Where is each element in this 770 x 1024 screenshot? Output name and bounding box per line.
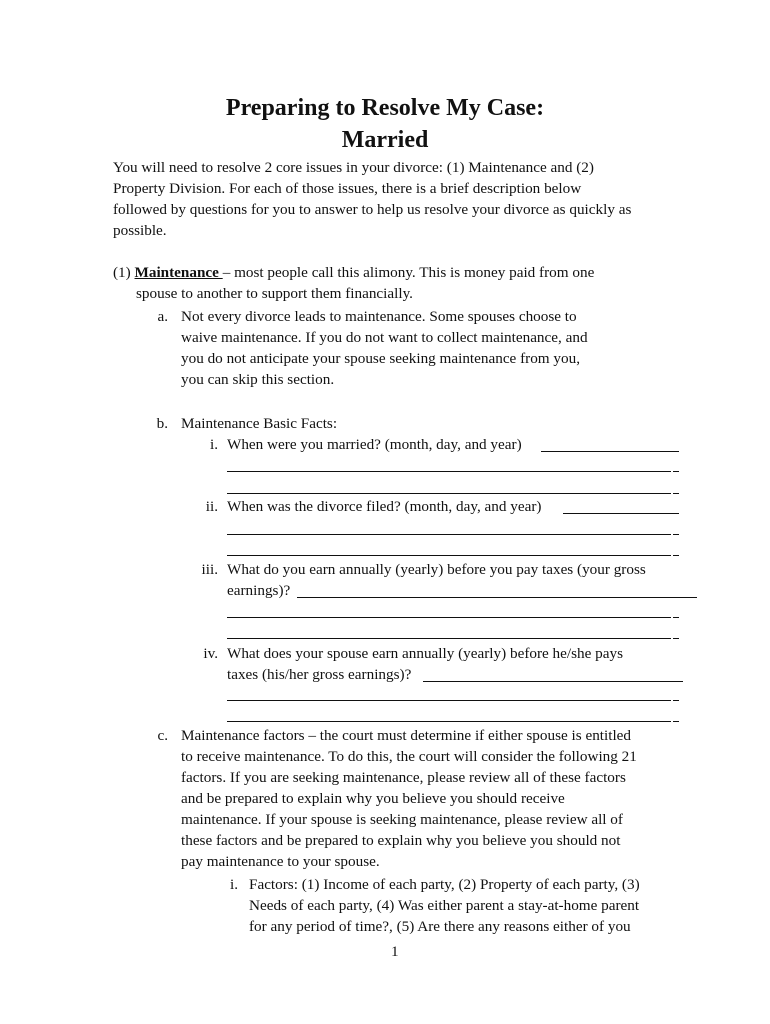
answer-line — [673, 471, 679, 472]
question-marker: ii. — [205, 498, 218, 515]
answer-line[interactable] — [297, 597, 697, 598]
subitem-marker: i. — [229, 876, 238, 893]
item-c-line: and be prepared to explain why you believe you should receive — [181, 790, 565, 807]
section-title: Maintenance — [134, 264, 223, 281]
intro-line: Property Division. For each of those issues, there is a brief description below — [113, 180, 582, 197]
section-desc-line: spouse to another to support them financially. — [136, 285, 413, 302]
item-a-line: you can skip this section. — [181, 371, 335, 388]
item-b-label: Maintenance Basic Facts: — [181, 415, 338, 432]
answer-line[interactable] — [541, 451, 679, 452]
answer-line[interactable] — [227, 493, 671, 494]
answer-line — [673, 638, 679, 639]
item-c-line: maintenance. If your spouse is seeking maintenance, please review all of — [181, 811, 623, 828]
question-text: taxes (his/her gross earnings)? — [227, 666, 412, 683]
item-a-line: Not every divorce leads to maintenance. Some spouses choose to — [181, 308, 577, 325]
page-number: 1 — [391, 943, 399, 960]
section-number: (1) — [113, 264, 131, 281]
question-text: When was the divorce filed? (month, day, and year) — [227, 498, 542, 515]
item-a-line: waive maintenance. If you do not want to collect maintenance, and — [181, 329, 588, 346]
section-desc: – most people call this alimony. This is money paid from one — [222, 264, 595, 281]
question-marker: iv. — [203, 645, 218, 662]
item-marker: c. — [157, 727, 168, 744]
question-text: When were you married? (month, day, and year) — [227, 436, 522, 453]
answer-line[interactable] — [227, 700, 671, 701]
intro-line: followed by questions for you to answer to help us resolve your divorce as quickly as — [113, 201, 632, 218]
item-c-line: these factors and be prepared to explain why you believe you should not — [181, 832, 621, 849]
item-a-line: you do not anticipate your spouse seeking maintenance from you, — [181, 350, 580, 367]
section-heading — [113, 262, 594, 283]
answer-line[interactable] — [227, 617, 671, 618]
subitem-line: for any period of time?, (5) Are there any reasons either of you — [249, 918, 631, 935]
page-subtitle: Married — [341, 127, 429, 153]
item-c-line: to receive maintenance. To do this, the court will consider the following 21 — [181, 748, 637, 765]
item-marker: a. — [157, 308, 168, 325]
answer-line[interactable] — [227, 534, 671, 535]
answer-line[interactable] — [563, 513, 679, 514]
question-text: What does your spouse earn annually (yearly) before he/she pays — [227, 645, 623, 662]
intro-line: possible. — [113, 222, 167, 239]
item-c-line: pay maintenance to your spouse. — [181, 853, 380, 870]
answer-line[interactable] — [423, 681, 683, 682]
answer-line — [673, 721, 679, 722]
answer-line — [673, 555, 679, 556]
subitem-line: Factors: (1) Income of each party, (2) Property of each party, (3) — [249, 876, 640, 893]
answer-line — [673, 700, 679, 701]
question-marker: i. — [209, 436, 218, 453]
answer-line — [673, 534, 679, 535]
answer-line — [673, 493, 679, 494]
question-marker: iii. — [201, 561, 218, 578]
intro-line: You will need to resolve 2 core issues in your divorce: (1) Maintenance and (2) — [113, 159, 594, 176]
subitem-line: Needs of each party, (4) Was either parent a stay-at-home parent — [249, 897, 640, 914]
question-text: earnings)? — [227, 582, 291, 599]
answer-line[interactable] — [227, 555, 671, 556]
item-c-line: factors. If you are seeking maintenance, please review all of these factors — [181, 769, 626, 786]
item-marker: b. — [156, 415, 168, 432]
question-text: What do you earn annually (yearly) before you pay taxes (your gross — [227, 561, 646, 578]
page-title: Preparing to Resolve My Case: — [225, 95, 545, 121]
answer-line — [673, 617, 679, 618]
answer-line[interactable] — [227, 721, 671, 722]
answer-line[interactable] — [227, 471, 671, 472]
item-c-line: Maintenance factors – the court must determine if either spouse is entitled — [181, 727, 631, 744]
answer-line[interactable] — [227, 638, 671, 639]
